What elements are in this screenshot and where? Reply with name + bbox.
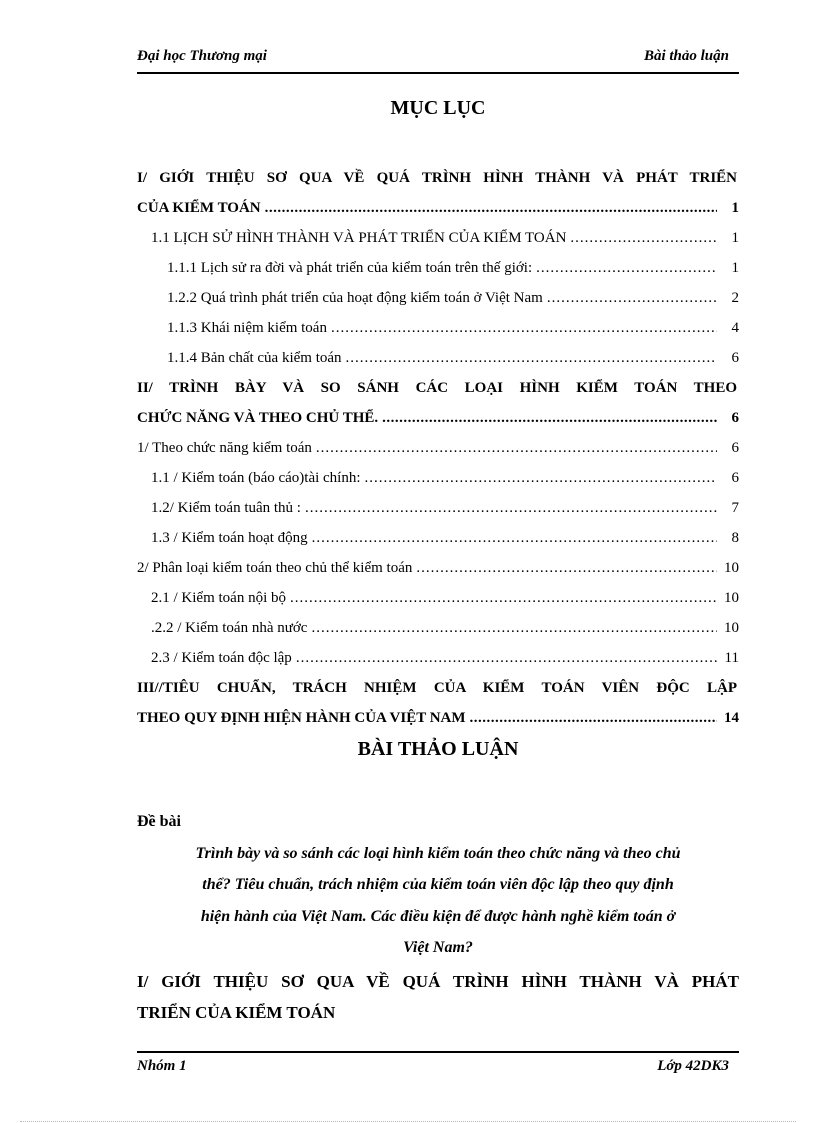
assignment-line-2: thể? Tiêu chuẩn, trách nhiệm của kiểm toán viên độc lập theo quy định: [202, 876, 674, 893]
toc-item-10[interactable]: [151, 530, 739, 547]
toc-item-4-text: 1.1.3 Khái niệm kiểm toán: [167, 320, 327, 336]
toc-leader: [312, 530, 717, 547]
toc-item-6-line1[interactable]: II/ TRÌNH BÀY VÀ SO SÁNH CÁC LOẠI HÌNH KIỂM TOÁN THEO: [137, 380, 737, 396]
toc-item-0[interactable]: [137, 200, 739, 217]
toc-leader: [331, 320, 717, 337]
footer-rule: [137, 1051, 739, 1053]
body-heading-line-1: I/ GIỚI THIỆU SƠ QUA VỀ QUÁ TRÌNH HÌNH THÀNH VÀ PHÁT: [137, 972, 739, 991]
toc-item-8-text: 1.1 / Kiểm toán (báo cáo)tài chính:: [151, 470, 361, 486]
toc-item-1-text: 1.1 LỊCH SỬ HÌNH THÀNH VÀ PHÁT TRIỂN CỦA KIỂM TOÁN: [151, 230, 567, 246]
assignment-line-4: Việt Nam?: [403, 939, 473, 956]
toc-item-4-page: 4: [731, 320, 739, 336]
toc-item-13[interactable]: [151, 620, 739, 637]
toc-item-9-page: 7: [731, 500, 739, 516]
toc-item-0-line2: CỦA KIỂM TOÁN: [137, 200, 261, 216]
toc-item-0-line1[interactable]: I/ GIỚI THIỆU SƠ QUA VỀ QUÁ TRÌNH HÌNH THÀNH VÀ PHÁT TRIỂN: [137, 170, 737, 186]
toc-item-2[interactable]: [167, 260, 739, 277]
toc-item-10-page: 8: [731, 530, 739, 546]
toc-item-6-line2: CHỨC NĂNG VÀ THEO CHỦ THỂ.: [137, 410, 379, 426]
toc-item-8-page: 6: [731, 470, 739, 486]
toc-item-6[interactable]: [137, 410, 739, 427]
toc-leader: [416, 560, 717, 577]
toc-item-11[interactable]: [137, 560, 739, 577]
toc-item-7[interactable]: [137, 440, 739, 457]
toc-item-10-text: 1.3 / Kiểm toán hoạt động: [151, 530, 308, 546]
toc-item-15-line2: THEO QUY ĐỊNH HIỆN HÀNH CỦA VIỆT NAM: [137, 710, 466, 726]
body-heading-line-2: TRIỂN CỦA KIỂM TOÁN: [137, 1003, 336, 1022]
footer-group: Nhóm 1: [137, 1058, 187, 1074]
assignment-label: Đề bài: [137, 813, 181, 830]
toc-leader: [365, 470, 717, 487]
page-edge-divider: [20, 1121, 796, 1122]
toc-item-13-text: .2.2 / Kiểm toán nhà nước: [151, 620, 308, 636]
toc-leader: [547, 290, 717, 307]
toc-item-3-text: 1.2.2 Quá trình phát triển của hoạt động kiểm toán ở Việt Nam: [167, 290, 543, 306]
toc-item-12[interactable]: [151, 590, 739, 607]
toc-item-6-page: 6: [731, 410, 739, 426]
toc-leader: [570, 230, 717, 247]
assignment-line-3: hiện hành của Việt Nam. Các điều kiện để được hành nghề kiểm toán ở: [200, 908, 676, 925]
toc-leader: [296, 650, 717, 667]
toc-leader: [265, 200, 717, 217]
toc-item-5-text: 1.1.4 Bản chất của kiểm toán: [167, 350, 342, 366]
toc-item-0-page: 1: [731, 200, 739, 216]
toc-item-11-text: 2/ Phân loại kiểm toán theo chủ thể kiểm toán: [137, 560, 413, 576]
toc-item-1[interactable]: [151, 230, 739, 247]
toc-item-14-text: 2.3 / Kiểm toán độc lập: [151, 650, 292, 666]
toc-leader: [536, 260, 717, 277]
toc-item-14[interactable]: [151, 650, 739, 667]
toc-item-9-text: 1.2/ Kiểm toán tuân thủ :: [151, 500, 301, 516]
toc-item-8[interactable]: [151, 470, 739, 487]
assignment-line-1: Trình bày và so sánh các loại hình kiểm toán theo chức năng và theo chủ: [195, 845, 681, 862]
toc-item-3[interactable]: [167, 290, 739, 307]
toc-item-15-line1[interactable]: III//TIÊU CHUẨN, TRÁCH NHIỆM CỦA KIỂM TOÁN VIÊN ĐỘC LẬP: [137, 680, 737, 696]
page-header: [137, 44, 739, 70]
toc-leader: [290, 590, 717, 607]
toc-item-13-page: 10: [724, 620, 739, 636]
header-doc-type: Bài thảo luận: [643, 48, 729, 64]
toc-item-5-page: 6: [731, 350, 739, 366]
toc-item-12-text: 2.1 / Kiểm toán nội bộ: [151, 590, 286, 606]
toc-item-9[interactable]: [151, 500, 739, 517]
toc-item-15-page: 14: [724, 710, 739, 726]
header-rule: [137, 72, 739, 74]
header-university: Đại học Thương mại: [137, 48, 267, 64]
toc-item-3-page: 2: [731, 290, 739, 306]
toc-item-5[interactable]: [167, 350, 739, 367]
toc-leader: [382, 410, 717, 427]
toc-leader: [305, 500, 717, 517]
toc-item-7-text: 1/ Theo chức năng kiểm toán: [137, 440, 312, 456]
toc-item-2-text: 1.1.1 Lịch sử ra đời và phát triển của kiểm toán trên thế giới:: [167, 260, 533, 276]
section-title: BÀI THẢO LUẬN: [357, 738, 519, 760]
toc-title: MỤC LỤC: [390, 97, 486, 119]
toc-item-2-page: 1: [731, 260, 739, 276]
toc-leader: [311, 620, 717, 637]
toc-item-4[interactable]: [167, 320, 739, 337]
toc-item-12-page: 10: [724, 590, 739, 606]
toc-item-11-page: 10: [724, 560, 739, 576]
toc-leader: [316, 440, 717, 457]
toc-item-14-page: 11: [724, 650, 739, 666]
toc-item-1-page: 1: [731, 230, 739, 246]
toc-leader: [470, 710, 717, 727]
toc-item-7-page: 6: [731, 440, 739, 456]
footer-class: Lớp 42DK3: [657, 1058, 729, 1074]
toc-item-15[interactable]: [137, 710, 739, 727]
toc-leader: [346, 350, 717, 367]
